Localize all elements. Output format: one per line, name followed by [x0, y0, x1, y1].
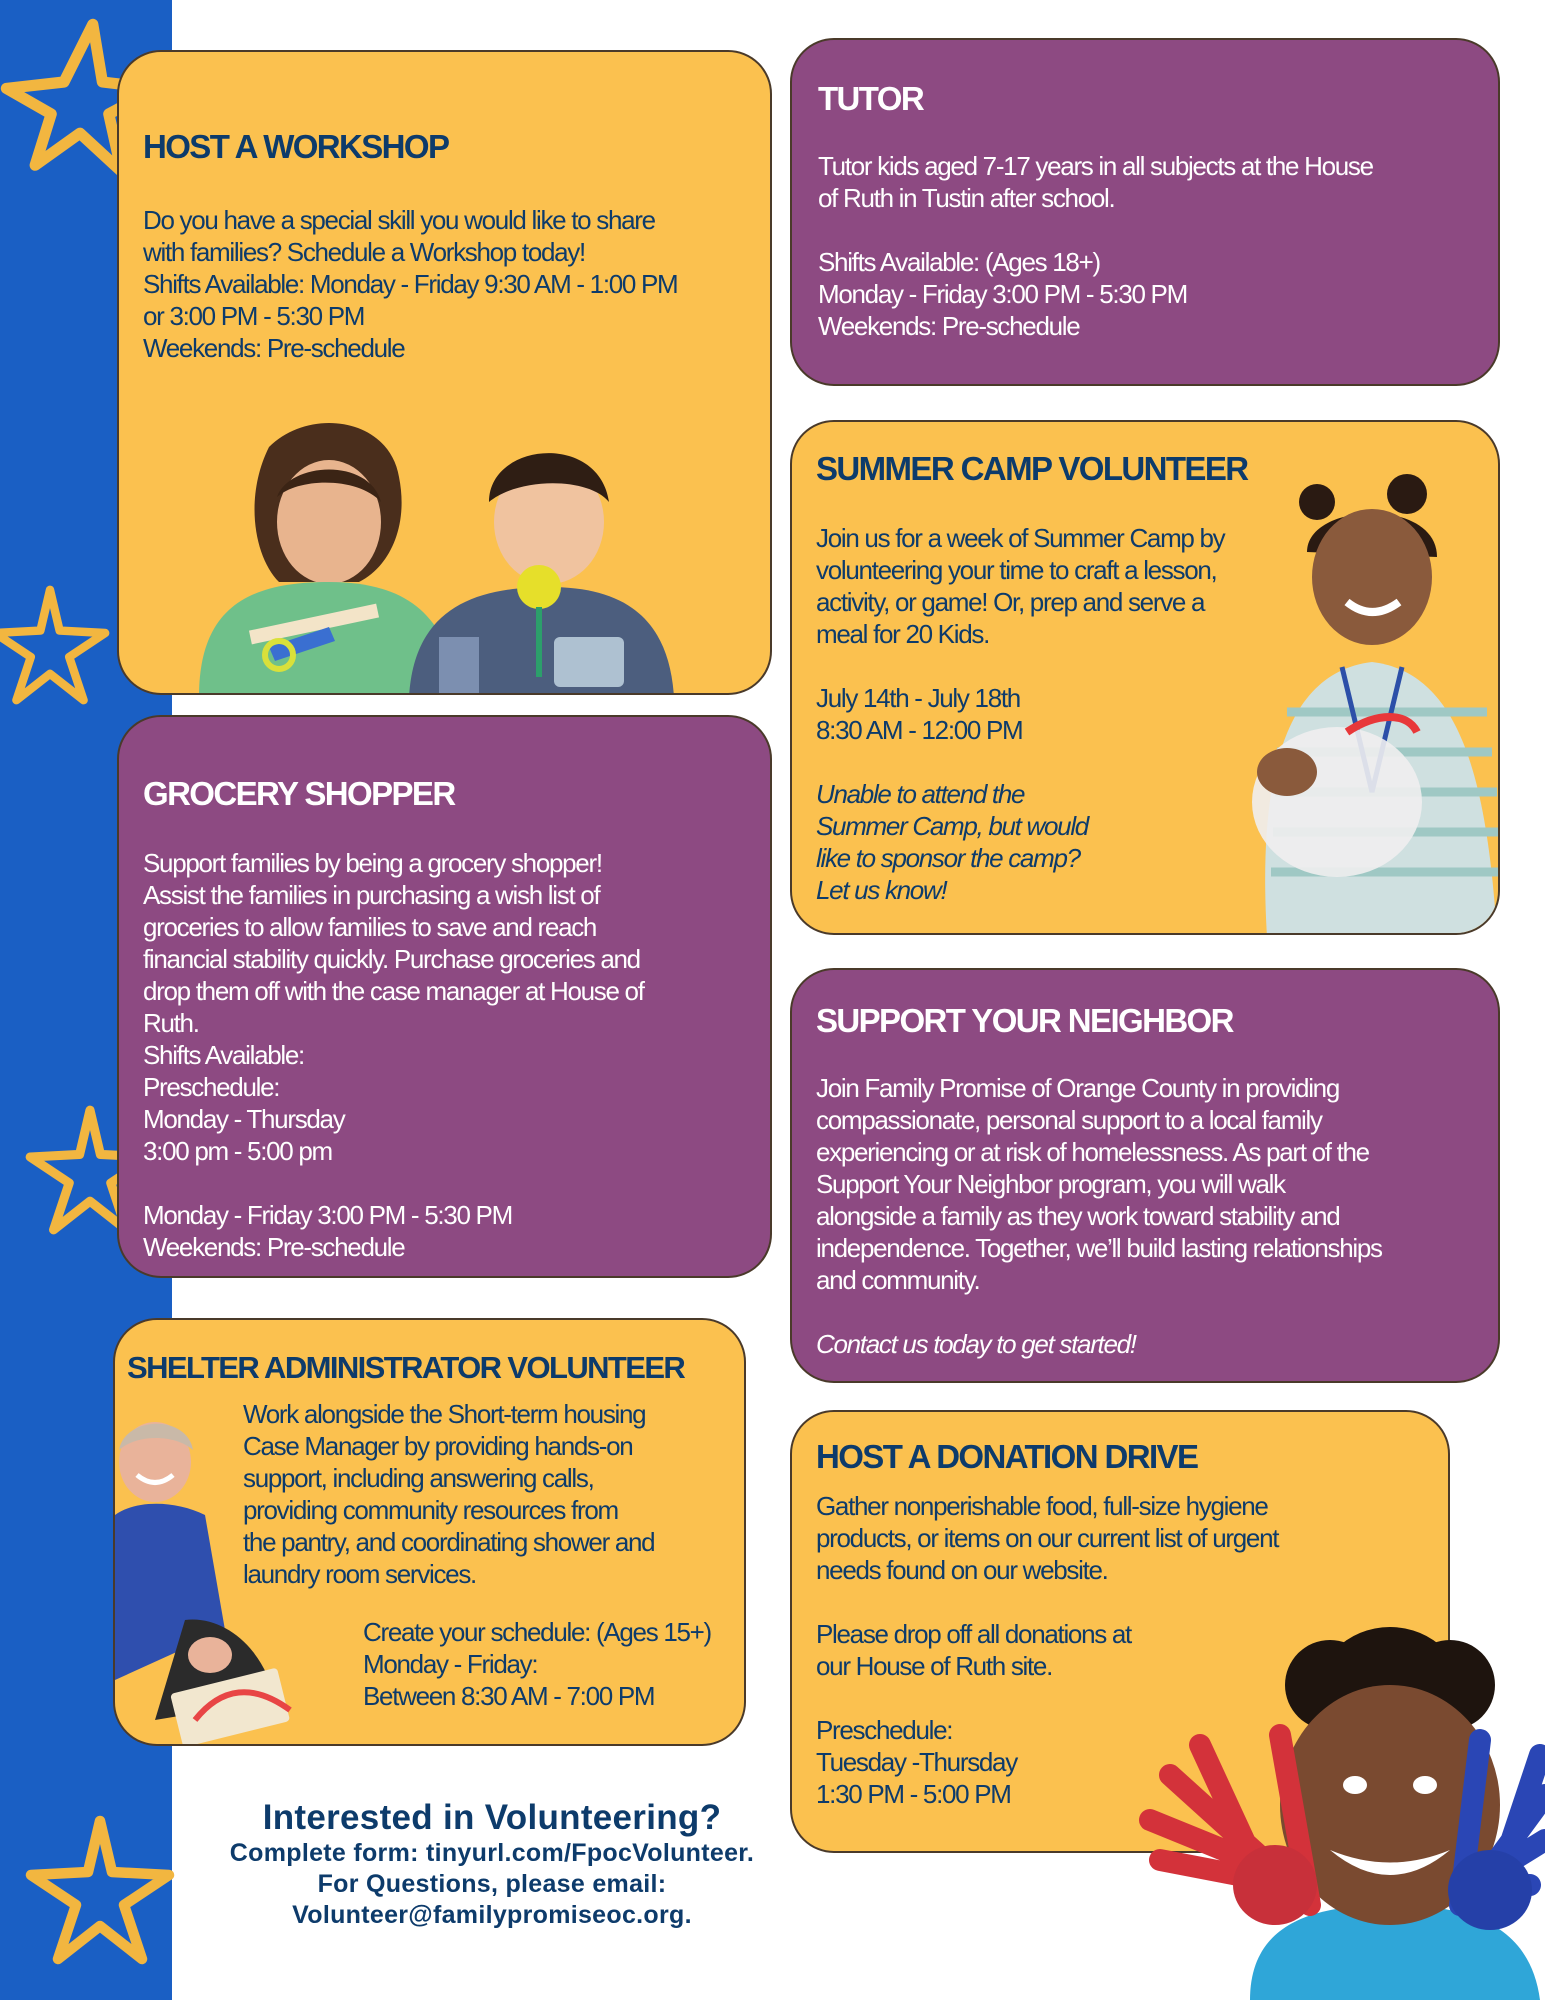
tutor-line: Monday - Friday 3:00 PM - 5:30 PM	[818, 279, 1187, 309]
donation-line: Please drop off all donations at	[816, 1619, 1131, 1649]
shelter-line: the pantry, and coordinating shower and	[243, 1527, 655, 1557]
cta-form-link[interactable]: Complete form: tinyurl.com/FpocVolunteer.	[229, 1839, 755, 1867]
tutor-line: Weekends: Pre-schedule	[818, 311, 1080, 341]
grocery-title: GROCERY SHOPPER	[143, 775, 455, 812]
tutor-line: of Ruth in Tustin after school.	[818, 183, 1115, 213]
summer-camp-line: Join us for a week of Summer Camp by	[816, 523, 1225, 553]
grocery-text	[143, 847, 644, 1263]
neighbor-line: compassionate, personal support to a local family	[816, 1105, 1322, 1135]
shelter-schedule-line: Between 8:30 AM - 7:00 PM	[363, 1681, 655, 1711]
volunteer-man-photo	[115, 1420, 325, 1746]
cta-email-link[interactable]: Volunteer@familypromiseoc.org.	[292, 1901, 692, 1929]
workshop-line: Shifts Available: Monday - Friday 9:30 AM - 1:00 PM	[143, 269, 678, 299]
summer-camp-line: meal for 20 Kids.	[816, 619, 989, 649]
grocery-line: financial stability quickly. Purchase groceries and	[143, 944, 640, 974]
neighbor-line: experiencing or at risk of homelessness. As part of the	[816, 1137, 1369, 1167]
grocery-line: Preschedule:	[143, 1072, 280, 1102]
neighbor-line: and community.	[816, 1265, 980, 1295]
donation-line: Preschedule:	[816, 1715, 953, 1745]
shelter-line: Case Manager by providing hands-on	[243, 1431, 633, 1461]
shelter-schedule-line: Create your schedule: (Ages 15+)	[363, 1617, 711, 1647]
grocery-line: Assist the families in purchasing a wish list of	[143, 880, 600, 910]
workshop-card	[117, 50, 772, 695]
grocery-line: groceries to allow families to save and reach	[143, 912, 597, 942]
shelter-line: providing community resources from	[243, 1495, 618, 1525]
summer-camp-line: 8:30 AM - 12:00 PM	[816, 715, 1023, 745]
grocery-line: drop them off with the case manager at House of	[143, 976, 644, 1006]
grocery-line: 3:00 pm - 5:00 pm	[143, 1136, 332, 1166]
neighbor-title: SUPPORT YOUR NEIGHBOR	[816, 1002, 1233, 1039]
star-icon	[25, 1815, 175, 1965]
tutor-line: Tutor kids aged 7-17 years in all subjects at the House	[818, 151, 1373, 181]
grocery-card	[117, 715, 772, 1278]
summer-camp-italic-line: like to sponsor the camp?	[816, 843, 1080, 873]
neighbor-line: alongside a family as they work toward stability and	[816, 1201, 1340, 1231]
cta-questions: For Questions, please email:	[317, 1870, 667, 1898]
tutor-line: Shifts Available: (Ages 18+)	[818, 247, 1100, 277]
donation-line: Tuesday -Thursday	[816, 1747, 1017, 1777]
tutor-text	[818, 150, 1373, 342]
summer-camp-line: volunteering your time to craft a lesson,	[816, 555, 1217, 585]
grocery-line: Shifts Available:	[143, 1040, 304, 1070]
shelter-schedule	[363, 1616, 711, 1712]
neighbor-card	[790, 968, 1500, 1383]
workshop-line: Do you have a special skill you would like to share	[143, 205, 655, 235]
shelter-title: SHELTER ADMINISTRATOR VOLUNTEER	[127, 1350, 685, 1385]
tutor-title: TUTOR	[818, 80, 924, 117]
grocery-line: Weekends: Pre-schedule	[143, 1232, 405, 1262]
workshop-title: HOST A WORKSHOP	[143, 128, 449, 165]
star-icon	[0, 570, 110, 720]
donation-line: our House of Ruth site.	[816, 1651, 1053, 1681]
neighbor-line: Join Family Promise of Orange County in providing	[816, 1073, 1340, 1103]
grocery-line: Support families by being a grocery shopper!	[143, 848, 602, 878]
summer-camp-italic-line: Summer Camp, but would	[816, 811, 1088, 841]
donation-line: 1:30 PM - 5:00 PM	[816, 1779, 1011, 1809]
workshop-line: Weekends: Pre-schedule	[143, 333, 405, 363]
donation-line: products, or items on our current list of urgent	[816, 1523, 1279, 1553]
workshop-line: with families? Schedule a Workshop today!	[143, 237, 585, 267]
neighbor-line: Support Your Neighbor program, you will walk	[816, 1169, 1285, 1199]
shelter-line: Work alongside the Short-term housing	[243, 1399, 646, 1429]
volunteer-cta	[172, 1798, 812, 1931]
summer-camp-italic-line: Unable to attend the	[816, 779, 1025, 809]
shelter-card	[113, 1318, 746, 1746]
donation-line: Gather nonperishable food, full-size hygiene	[816, 1491, 1268, 1521]
neighbor-contact-line: Contact us today to get started!	[816, 1329, 1136, 1359]
summer-camp-italic-line: Let us know!	[816, 875, 947, 905]
summer-camp-card	[790, 420, 1500, 935]
shelter-schedule-line: Monday - Friday:	[363, 1649, 538, 1679]
grocery-line: Monday - Friday 3:00 PM - 5:30 PM	[143, 1200, 512, 1230]
girl-with-bag-photo	[1207, 472, 1500, 935]
donation-line: needs found on our website.	[816, 1555, 1108, 1585]
neighbor-line: independence. Together, we’ll build lasting relationships	[816, 1233, 1382, 1263]
kids-crafting-photo	[159, 407, 679, 695]
cta-title: Interested in Volunteering?	[262, 1798, 722, 1837]
grocery-line: Ruth.	[143, 1008, 199, 1038]
shelter-line: laundry room services.	[243, 1559, 476, 1589]
grocery-line: Monday - Thursday	[143, 1104, 345, 1134]
donation-title: HOST A DONATION DRIVE	[816, 1438, 1198, 1475]
tutor-card	[790, 38, 1500, 386]
workshop-line: or 3:00 PM - 5:30 PM	[143, 301, 365, 331]
painted-hands-boy-photo	[1060, 1625, 1545, 2000]
summer-camp-text	[816, 522, 1224, 906]
shelter-line: support, including answering calls,	[243, 1463, 594, 1493]
summer-camp-title: SUMMER CAMP VOLUNTEER	[816, 450, 1248, 487]
summer-camp-line: activity, or game! Or, prep and serve a	[816, 587, 1205, 617]
neighbor-text	[816, 1072, 1382, 1360]
workshop-text	[143, 204, 677, 364]
summer-camp-line: July 14th - July 18th	[816, 683, 1020, 713]
